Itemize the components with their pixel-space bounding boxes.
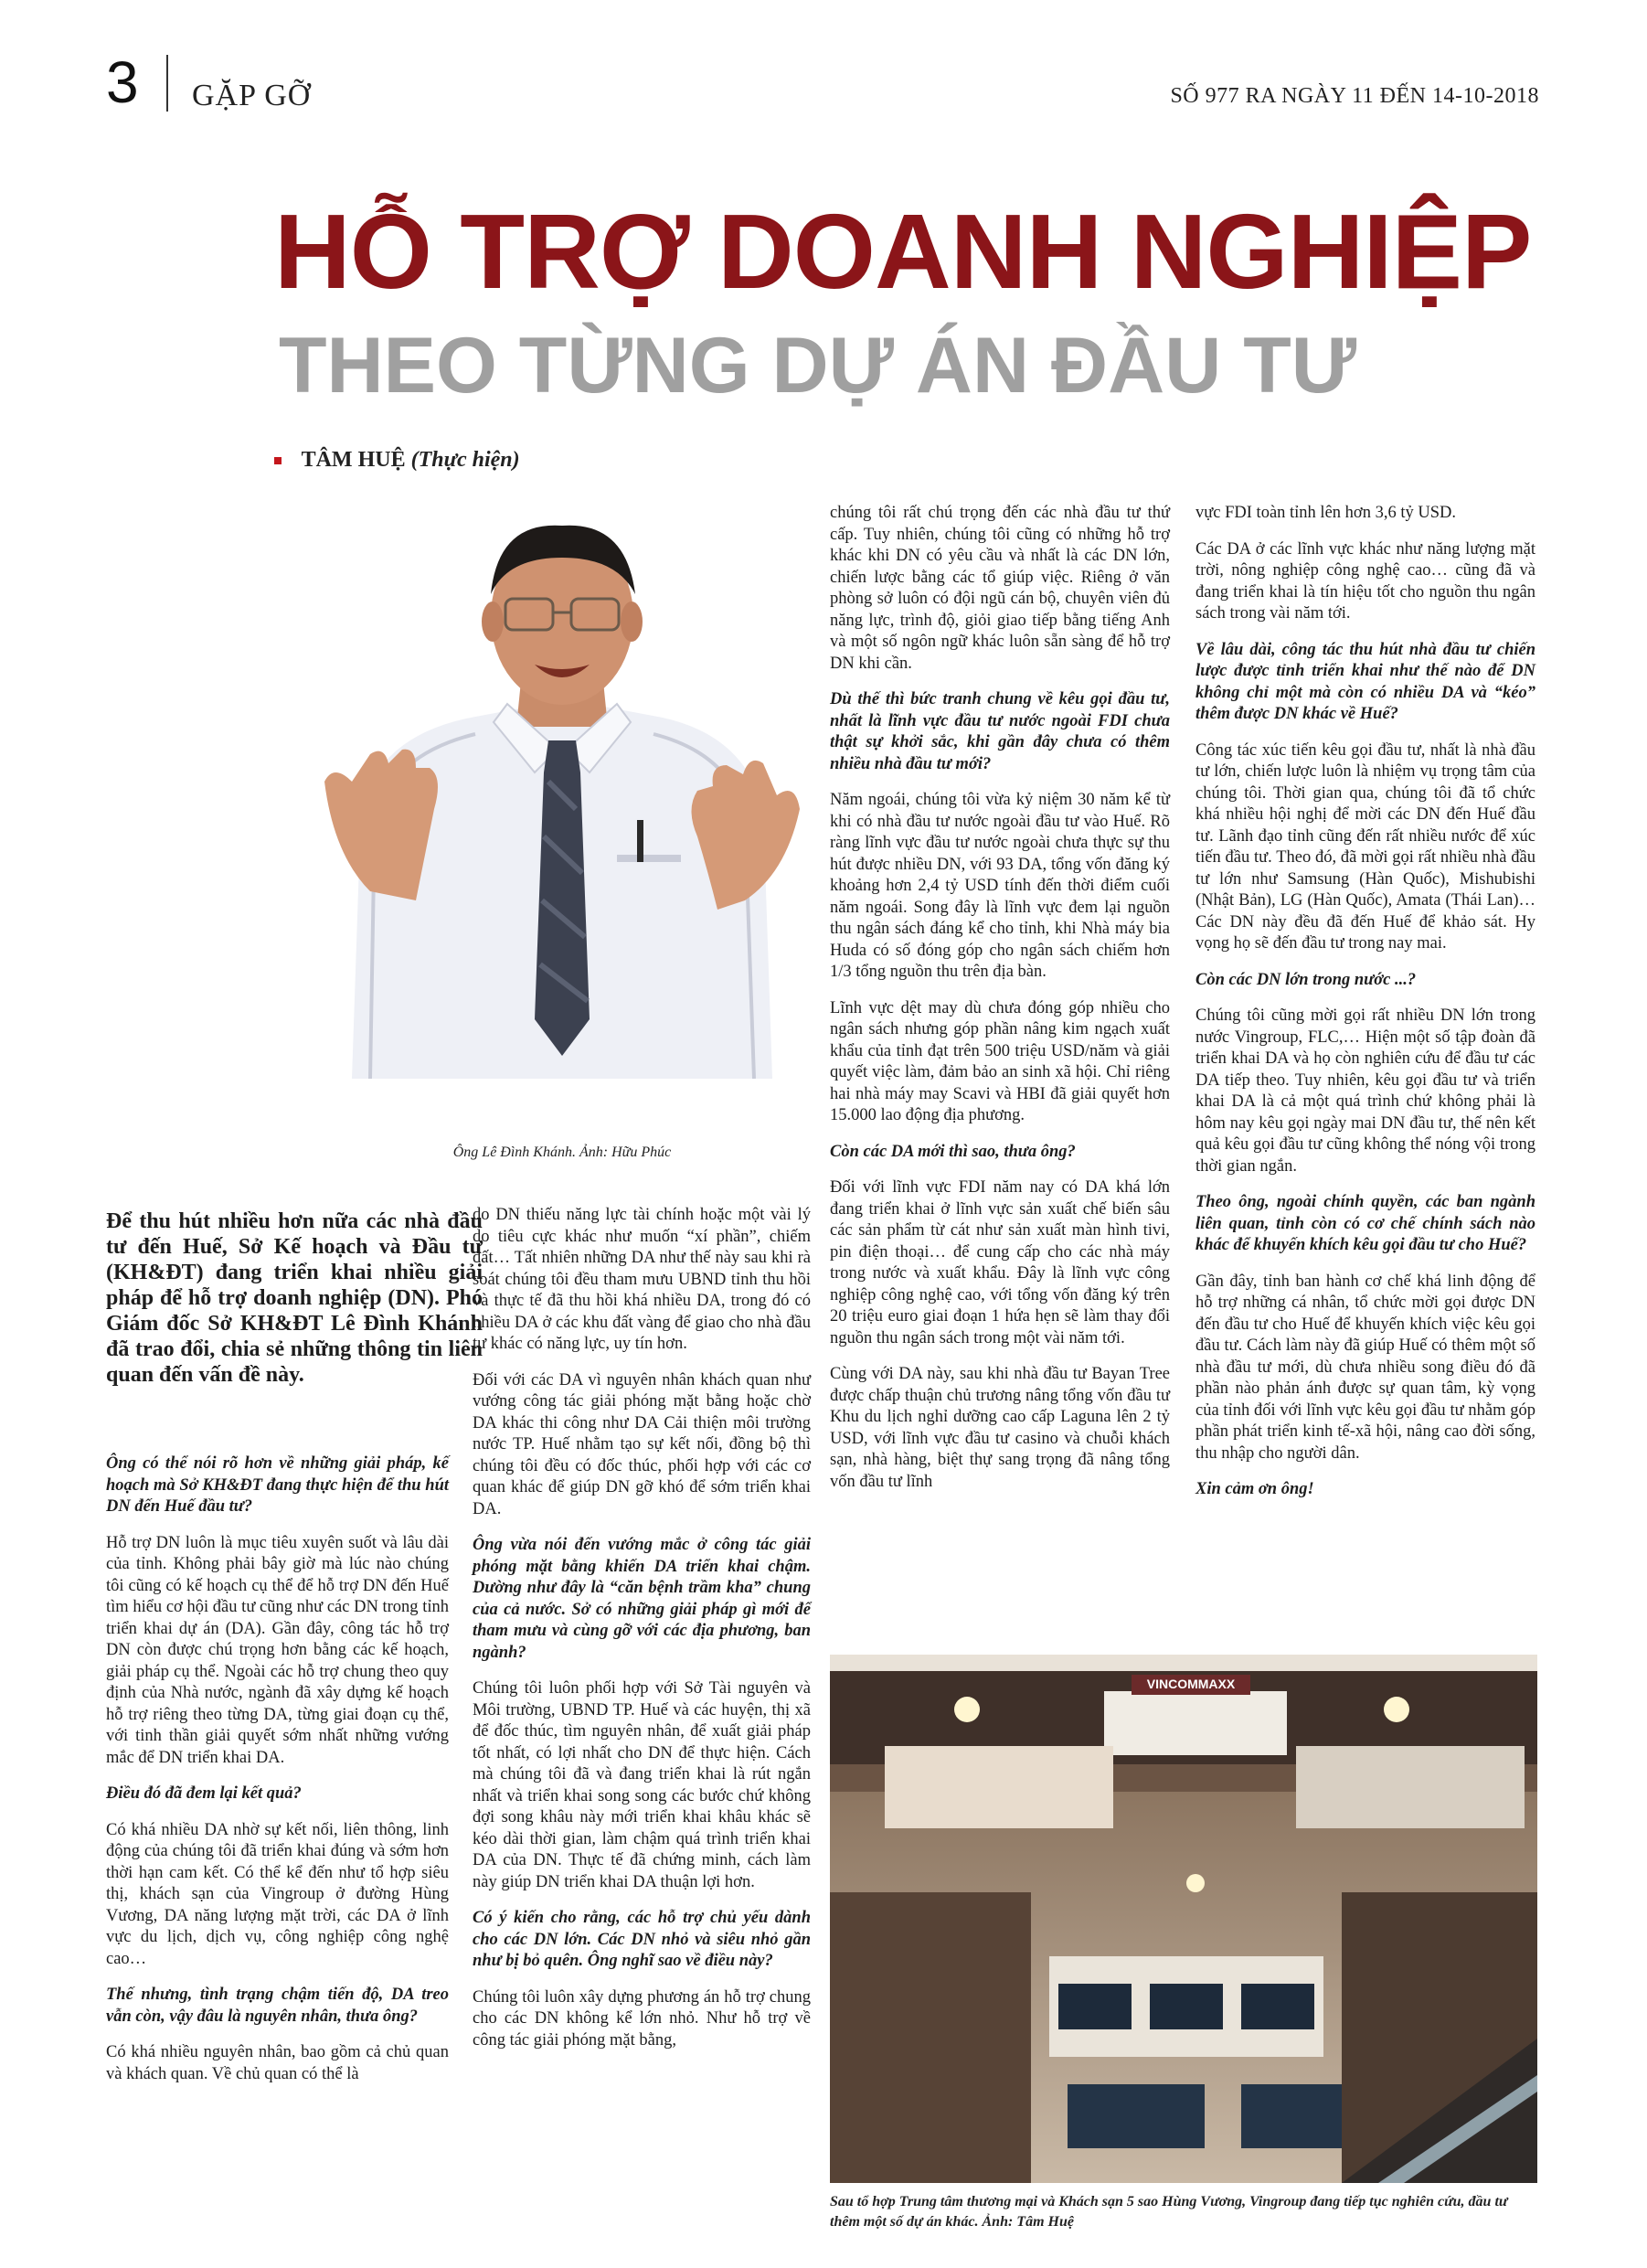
interview-answer: vực FDI toàn tỉnh lên hơn 3,6 tỷ USD. (1195, 504, 1456, 522)
interview-answer: Có khá nhiều nguyên nhân, bao gồm cả chủ quan và khách quan. Về chủ quan có thể là (106, 2043, 449, 2083)
interview-question: Có ý kiến cho rằng, các hỗ trợ chủ yếu dành cho các DN lớn. Các DN nhỏ và siêu nhỏ gần như bị bỏ quên. Ông nghĩ sao về điều này? (473, 1909, 811, 1970)
intro-paragraph: Để thu hút nhiều hơn nữa các nhà đầu tư đến Huế, Sở Kế hoạch và Đầu tư (KH&ĐT) đang triển khai nhiều giải pháp để hỗ trợ doanh nghiệp (DN). Phó Giám đốc Sở KH&ĐT Lê Đình Khánh đã trao đổi, chia sẻ những thông tin liên quan đến vấn đề này. (106, 1209, 483, 1387)
interview-answer: Có khá nhiều DA nhờ sự kết nối, liên thông, linh động của chúng tôi đã triển khai đúng và sớm hơn thời hạn cam kết. Có thể kể đến như tổ hợp siêu thị, khách sạn của Vingroup ở đường Hùng Vương, DA năng lượng mặt trời, các DA ở lĩnh vực du lịch, dịch vụ, công nghiệp công nghệ cao… (106, 1820, 449, 1968)
portrait-photo (315, 507, 809, 1079)
interview-answer: Chúng tôi luôn phối hợp với Sở Tài nguyên và Môi trường, UBND TP. Huế và các huyện, thị xã để đốc thúc, tìm nguyên nhân, để xuất giải pháp tốt nhất, có lợi nhất cho DN để thực hiện. Cách mà chúng tôi đã và đang triển khai là rút ngắn nhất và triển khai song song các bước chứ không đợi song khâu này mới triển khai khâu khác sẽ kéo dài thời gian, làm chậm quá trình triển khai DA của DN. Thực tế đã chứng minh, cách làm này giúp DN triển khai DA thuận lợi hơn. (473, 1679, 811, 1891)
interview-answer: Cùng với DA này, sau khi nhà đầu tư Bayan Tree được chấp thuận chủ trương nâng tổng vốn đầu tư Khu du lịch nghỉ dưỡng cao cấp Laguna lên 2 tỷ USD, với lĩnh vực đầu tư casino và chuỗi khách sạn, nhà hàng, biệt thự sang trọng đã nâng tổng vốn đầu tư lĩnh (830, 1365, 1170, 1491)
interview-answer: Chúng tôi luôn xây dựng phương án hỗ trợ chung cho các DN không kể lớn nhỏ. Như hỗ trợ về công tác giải phóng mặt bằng, (473, 1987, 811, 2050)
interview-answer: Đối với các DA vì nguyên nhân khách quan như vướng công tác giải phóng mặt bằng hoặc chờ DA khác thi công như DA Cải thiện môi trường nước TP. Huế nhằm tạo sự kết nối, đồng bộ thì chúng tôi đều có đốc thúc, phối hợp với các cơ quan khác để giúp DN gỡ khó để sớm triển khai DA. (473, 1370, 811, 1518)
article-column-3 (830, 503, 1170, 1507)
article-column-2 (473, 1205, 811, 2066)
issue-info: SỐ 977 RA NGÀY 11 ĐẾN 14-10-2018 (1170, 84, 1539, 108)
interview-question: Theo ông, ngoài chính quyền, các ban ngành liên quan, tỉnh còn có cơ chế chính sách nào khác để khuyến khích kêu gọi đầu tư cho Huế? (1195, 1193, 1535, 1254)
interview-question: Về lâu dài, công tác thu hút nhà đầu tư chiến lược được tỉnh triển khai như thế nào để DN không chỉ một mà còn có nhiều DA và “kéo” thêm được DN khác về Huế? (1195, 640, 1535, 723)
interview-question: Thế nhưng, tình trạng chậm tiến độ, DA treo vẫn còn, vậy đâu là nguyên nhân, thưa ông? (106, 1986, 449, 2026)
store-sign: VINCOMMAXX (1146, 1677, 1236, 1691)
interview-question: Điều đó đã đem lại kết quả? (106, 1784, 302, 1803)
interview-answer: Đối với lĩnh vực FDI năm nay có DA khá lớn đang triển khai ở lĩnh vực sản xuất chế biến sâu các sản phẩm từ cát như sản xuất màn hình tivi, pin điện thoại… để cung cấp cho các nhà máy trong nước và xuất khẩu. Đây là lĩnh vực công nghiệp công nghệ cao, với tổng vốn đăng ký trên 20 triệu euro giai đoạn 1 hứa hẹn sẽ làm thay đổi nguồn thu ngân sách trong một vài năm tới. (830, 1178, 1170, 1347)
bullet-square-icon (274, 457, 282, 464)
interview-question: Ông vừa nói đến vướng mắc ở công tác giải phóng mặt bằng khiến DA triển khai chậm. Dường như đây là “căn bệnh trầm kha” chung của cả nước. Sở có những giải pháp gì mới để tham mưu và cùng gỡ với các địa phương, ban ngành? (473, 1536, 811, 1662)
byline (274, 448, 520, 473)
interview-question: Xin cảm ơn ông! (1195, 1480, 1314, 1498)
portrait-caption: Ông Lê Đình Khánh. Ảnh: Hữu Phúc (452, 1145, 672, 1160)
page-number: 3 (106, 49, 139, 115)
interview-answer: Năm ngoái, chúng tôi vừa kỷ niệm 30 năm kể từ khi có nhà đầu tư nước ngoài đầu tư vào Huế. Rõ ràng lĩnh vực đầu tư nước ngoài chưa thực sự thu hút được nhiều DN, với 93 DA, tổng vốn đăng ký khoảng hơn 2,4 tỷ USD tính đến thời điểm cuối năm ngoái. Song đây là lĩnh vực đem lại nguồn thu ngân sách đáng kể cho tỉnh, khi Nhà máy bia Huda có số đóng góp cho ngân sách chiếm hơn 1/3 tổng nguồn thu trên địa bàn. (830, 791, 1170, 981)
article-column-4 (1195, 503, 1535, 1516)
mall-photo (830, 1655, 1537, 2183)
interview-answer: do DN thiếu năng lực tài chính hoặc một vài lý do tiêu cực khác như muốn “xí phần”, chiếm đất… Tất nhiên những DA như thế này sau khi rà soát chúng tôi đều tham mưu UBND tỉnh thu hồi và thực tế đã thu hồi khá nhiều DA, trong đó có nhiều DA ở các khu đất vàng để giao cho nhà đầu tư khác có năng lực, uy tín hơn. (473, 1206, 811, 1353)
headline-sub: THEO TỪNG DỰ ÁN ĐẦU TƯ (279, 322, 1357, 410)
interview-answer: Lĩnh vực dệt may dù chưa đóng góp nhiều cho ngân sách nhưng góp phần nâng kim ngạch xuất khẩu của tỉnh đạt trên 500 triệu USD/năm và giải quyết việc làm, đảm bảo an sinh xã hội. Chỉ riêng hai nhà máy may Scavi và HBI đã giải quyết hơn 15.000 lao động địa phương. (830, 998, 1170, 1124)
header-divider (166, 55, 168, 112)
mall-illustration (830, 1655, 1537, 2183)
section-label: GẶP GỠ (192, 79, 312, 112)
interview-question: Dù thế thì bức tranh chung về kêu gọi đầu tư, nhất là lĩnh vực đầu tư nước ngoài FDI chưa thật sự khởi sắc, khi gần đây chưa có thêm nhiều nhà đầu tư mới? (830, 690, 1170, 773)
interview-question: Còn các DN lớn trong nước ...? (1195, 970, 1417, 989)
interview-answer: Chúng tôi cũng mời gọi rất nhiều DN lớn trong nước Vingroup, FLC,… Hiện một số tập đoàn đã triển khai DA và họ còn nghiên cứu để đầu tư các DA tiếp theo. Tuy nhiên, kêu gọi đầu tư và triển khai DA là cả một quá trình chứ không phải là hôm nay kêu gọi ngày mai DN đầu tư, thế nên kết quả kêu gọi đầu tư cũng không thể nóng vội trong thời gian ngắn. (1195, 1006, 1535, 1176)
interview-question: Còn các DA mới thì sao, thưa ông? (830, 1142, 1076, 1161)
byline-role: (Thực hiện) (410, 448, 520, 472)
article-column-1 (106, 1453, 449, 2100)
byline-author: TÂM HUỆ (301, 448, 406, 472)
interview-answer: Hỗ trợ DN luôn là mục tiêu xuyên suốt và lâu dài của tỉnh. Không phải bây giờ mà lúc nào chúng tôi cũng có kế hoạch cụ thể để hỗ trợ DN đến Huế tìm hiểu cơ hội đầu tư cũng như các DN trong tỉnh triển khai dự án (DA). Gần đây, công tác hỗ trợ DN còn được chú trọng hơn bằng các kế hoạch, giải pháp cụ thể. Ngoài các hỗ trợ chung theo quy định của Nhà nước, ngành đã xây dựng kế hoạch hỗ trợ riêng theo từng DA, từng giai đoạn cụ thể, với tinh thần giải quyết sớm nhất những vướng mắc để DN triển khai DA. (106, 1533, 449, 1767)
interview-answer: Các DA ở các lĩnh vực khác như năng lượng mặt trời, nông nghiệp công nghệ cao… cũng đã và đang triển khai là tín hiệu tốt cho nguồn thu ngân sách trong vài năm tới. (1195, 539, 1535, 623)
interview-answer: Công tác xúc tiến kêu gọi đầu tư, nhất là nhà đầu tư lớn, chiến lược luôn là nhiệm vụ trọng tâm của chúng tôi. Thời gian qua, chúng tôi đã tổ chức khá nhiều hội nghị để mời các DN đến Huế đầu tư. Lãnh đạo tỉnh cũng đến rất nhiều nước để xúc tiến đầu tư. Theo đó, đã mời gọi rất nhiều nhà đầu tư lớn như Samsung (Hàn Quốc), Mishubishi (Nhật Bản), LG (Hàn Quốc), Amata (Thái Lan)… Các DN này đều đã đến Huế để khảo sát. Hy vọng họ sẽ đến đầu tư trong nay mai. (1195, 740, 1535, 953)
mall-caption: Sau tổ hợp Trung tâm thương mại và Khách sạn 5 sao Hùng Vương, Vingroup đang tiếp tục nghiên cứu, đầu tư thêm một số dự án khác. Ảnh: Tâm Huệ (830, 2194, 1508, 2230)
interview-answer: Gần đây, tỉnh ban hành cơ chế khá linh động để hỗ trợ những cá nhân, tổ chức mời gọi được DN đến đầu tư cho Huế để khuyến khích việc kêu gọi đầu tư. Cách làm này đã giúp Huế có thêm một số nhà đầu tư mới, dù chưa nhiều song điều đó đã phần nào phản ánh được sự quan tâm, kỳ vọng của tỉnh đối với lĩnh vực kêu gọi đầu tư nhằm góp phần phát triển kinh tế-xã hội, nâng cao đời sống, thu nhập cho người dân. (1195, 1272, 1535, 1463)
interview-question: Ông có thể nói rõ hơn về những giải pháp, kế hoạch mà Sở KH&ĐT đang thực hiện để thu hút DN đến Huế đầu tư? (106, 1454, 449, 1516)
headline-main: HỖ TRỢ DOANH NGHIỆP (274, 192, 1532, 311)
portrait-illustration (315, 507, 809, 1079)
interview-answer: chúng tôi rất chú trọng đến các nhà đầu tư thứ cấp. Tuy nhiên, chúng tôi cũng có những hỗ trợ khác khi DN có yêu cầu và nhất là các DN lớn, chiến lược bằng các tổ giúp việc. Riêng ở văn phòng sở luôn có đội ngũ cán bộ, chuyên viên đủ năng lực, trình độ, giỏi giao tiếp bằng tiếng Anh và một số ngôn ngữ khác luôn sẵn sàng để hỗ trợ DN khi cần. (830, 504, 1170, 673)
